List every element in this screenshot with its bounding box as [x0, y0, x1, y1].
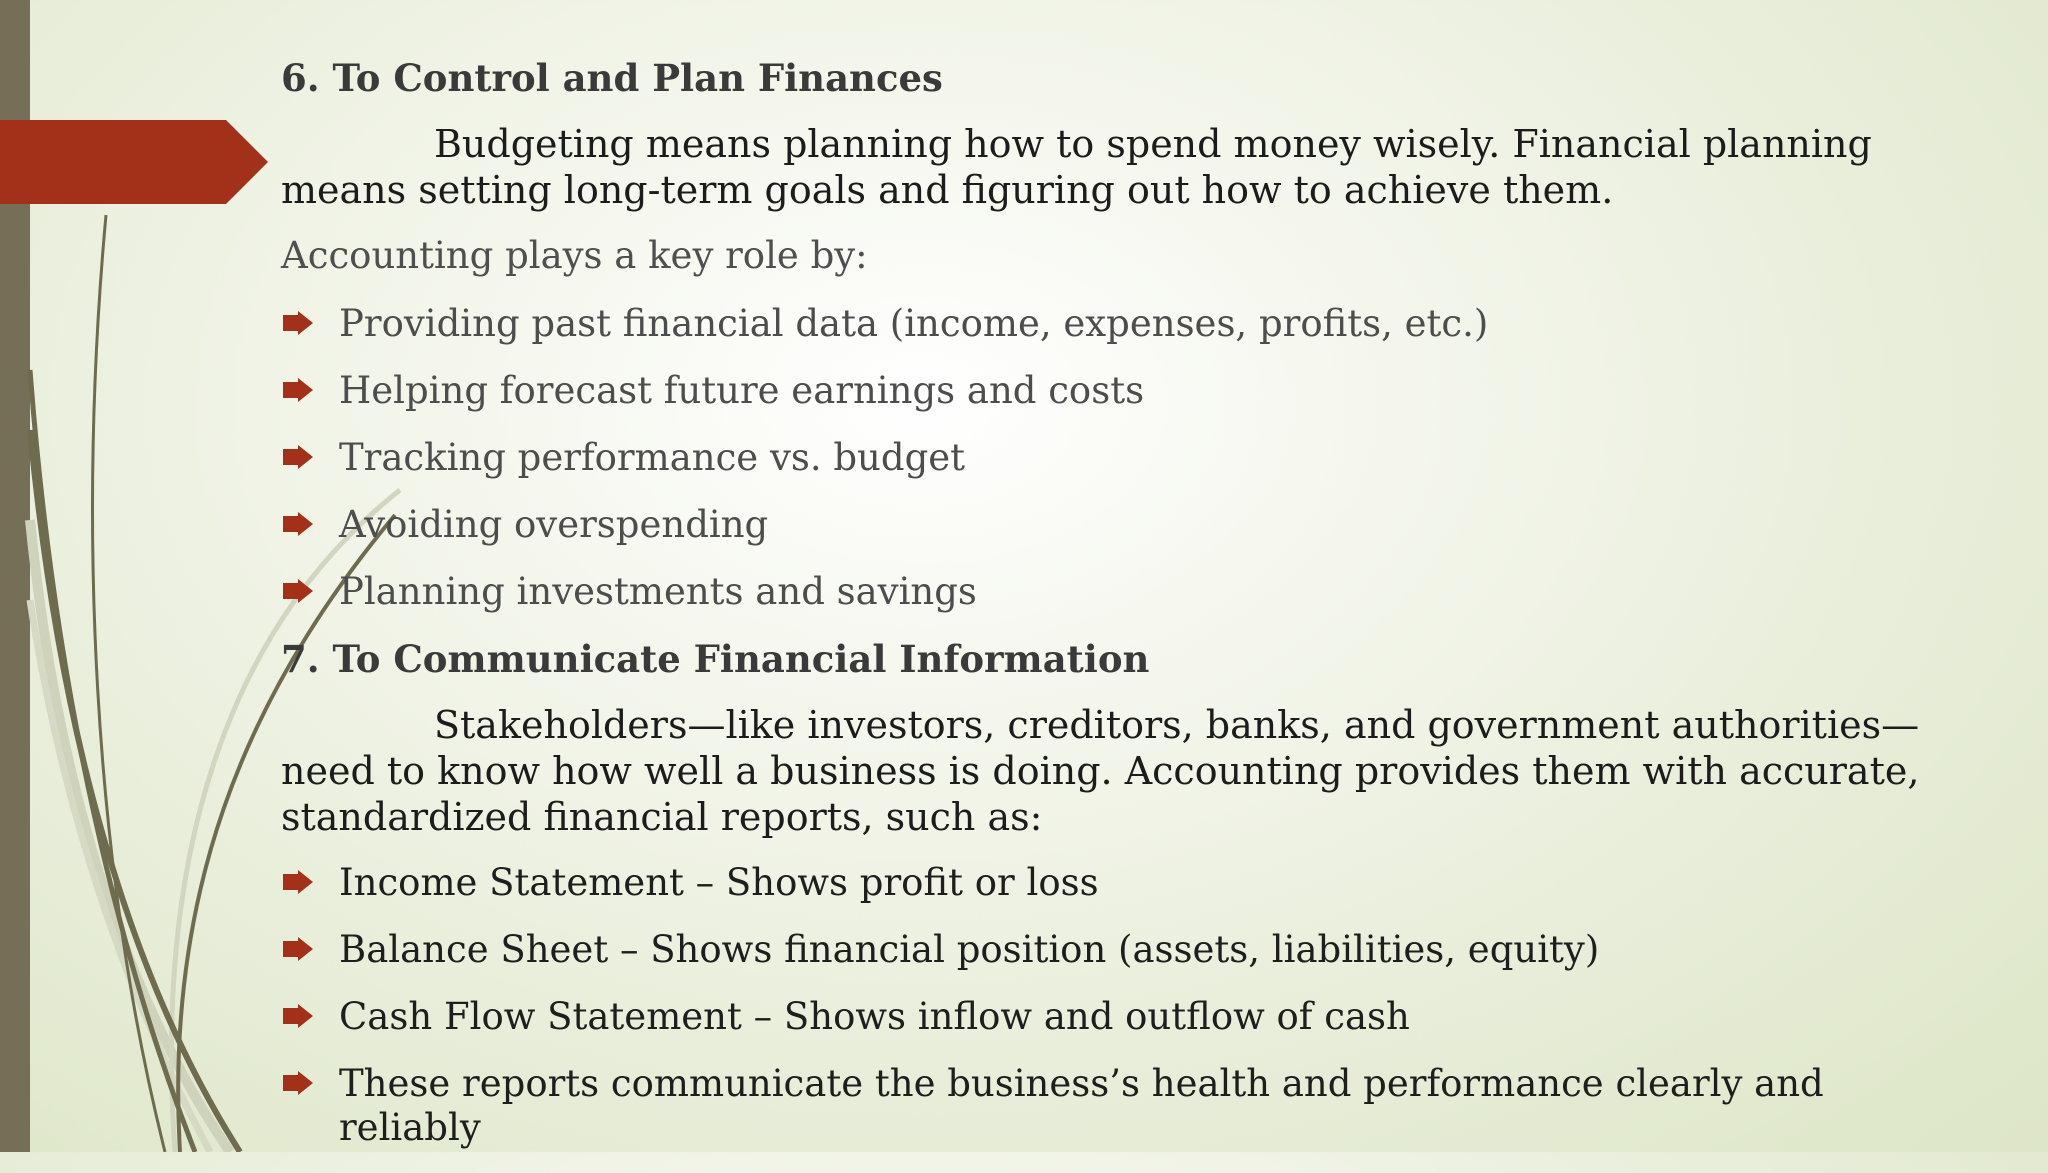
arrow-bullet-icon — [283, 378, 313, 402]
decorative-curve-light-1 — [30, 520, 230, 1152]
section-7-paragraph: Stakeholders—like investors, creditors, banks, and government authorities—need to know how well a business is doing. Accounting provides them with accurate, standardized financial reports, such as: — [281, 703, 1920, 839]
list-item-text: Providing past financial data (income, expenses, profits, etc.) — [339, 302, 1489, 345]
arrow-bullet-icon — [283, 870, 313, 894]
list-item — [281, 861, 1921, 905]
section-6-subheading: Accounting plays a key role by: — [281, 234, 868, 277]
section-6-paragraph: Budgeting means planning how to spend money wisely. Financial planning means setting long-term goals and figuring out how to achieve them. — [281, 122, 1872, 212]
list-item — [281, 928, 1921, 972]
section-7-bullet-list — [281, 861, 1921, 1150]
list-item — [281, 369, 1921, 413]
list-item — [281, 995, 1921, 1039]
section-6-bullet-list — [281, 302, 1921, 614]
list-item — [281, 1062, 1921, 1150]
slide-content — [281, 56, 1921, 1173]
arrow-bullet-icon — [283, 579, 313, 603]
list-item-text: Helping forecast future earnings and costs — [339, 369, 1145, 412]
list-item-text: Avoiding overspending — [339, 503, 769, 546]
list-item — [281, 436, 1921, 480]
list-item-text: Income Statement – Shows profit or loss — [339, 861, 1099, 904]
list-item-text: Planning investments and savings — [339, 570, 977, 613]
title-accent-banner — [0, 120, 268, 204]
section-6-heading: 6. To Control and Plan Finances — [281, 56, 943, 100]
list-item-text: These reports communicate the business’s health and performance clearly and reliably — [339, 1062, 1824, 1149]
list-item-text: Cash Flow Statement – Shows inflow and outflow of cash — [339, 995, 1410, 1038]
arrow-bullet-icon — [283, 512, 313, 536]
section-7-heading: 7. To Communicate Financial Information — [281, 637, 1150, 681]
list-item — [281, 503, 1921, 547]
list-item-text: Tracking performance vs. budget — [339, 436, 966, 479]
list-item-text: Balance Sheet – Shows financial position (assets, liabilities, equity) — [339, 928, 1600, 971]
arrow-bullet-icon — [283, 1071, 313, 1095]
list-item — [281, 570, 1921, 614]
arrow-bullet-icon — [283, 311, 313, 335]
arrow-bullet-icon — [283, 1004, 313, 1028]
arrow-bullet-icon — [283, 937, 313, 961]
list-item — [281, 302, 1921, 346]
decorative-curve-dark-4 — [30, 430, 240, 1152]
arrow-bullet-icon — [283, 445, 313, 469]
